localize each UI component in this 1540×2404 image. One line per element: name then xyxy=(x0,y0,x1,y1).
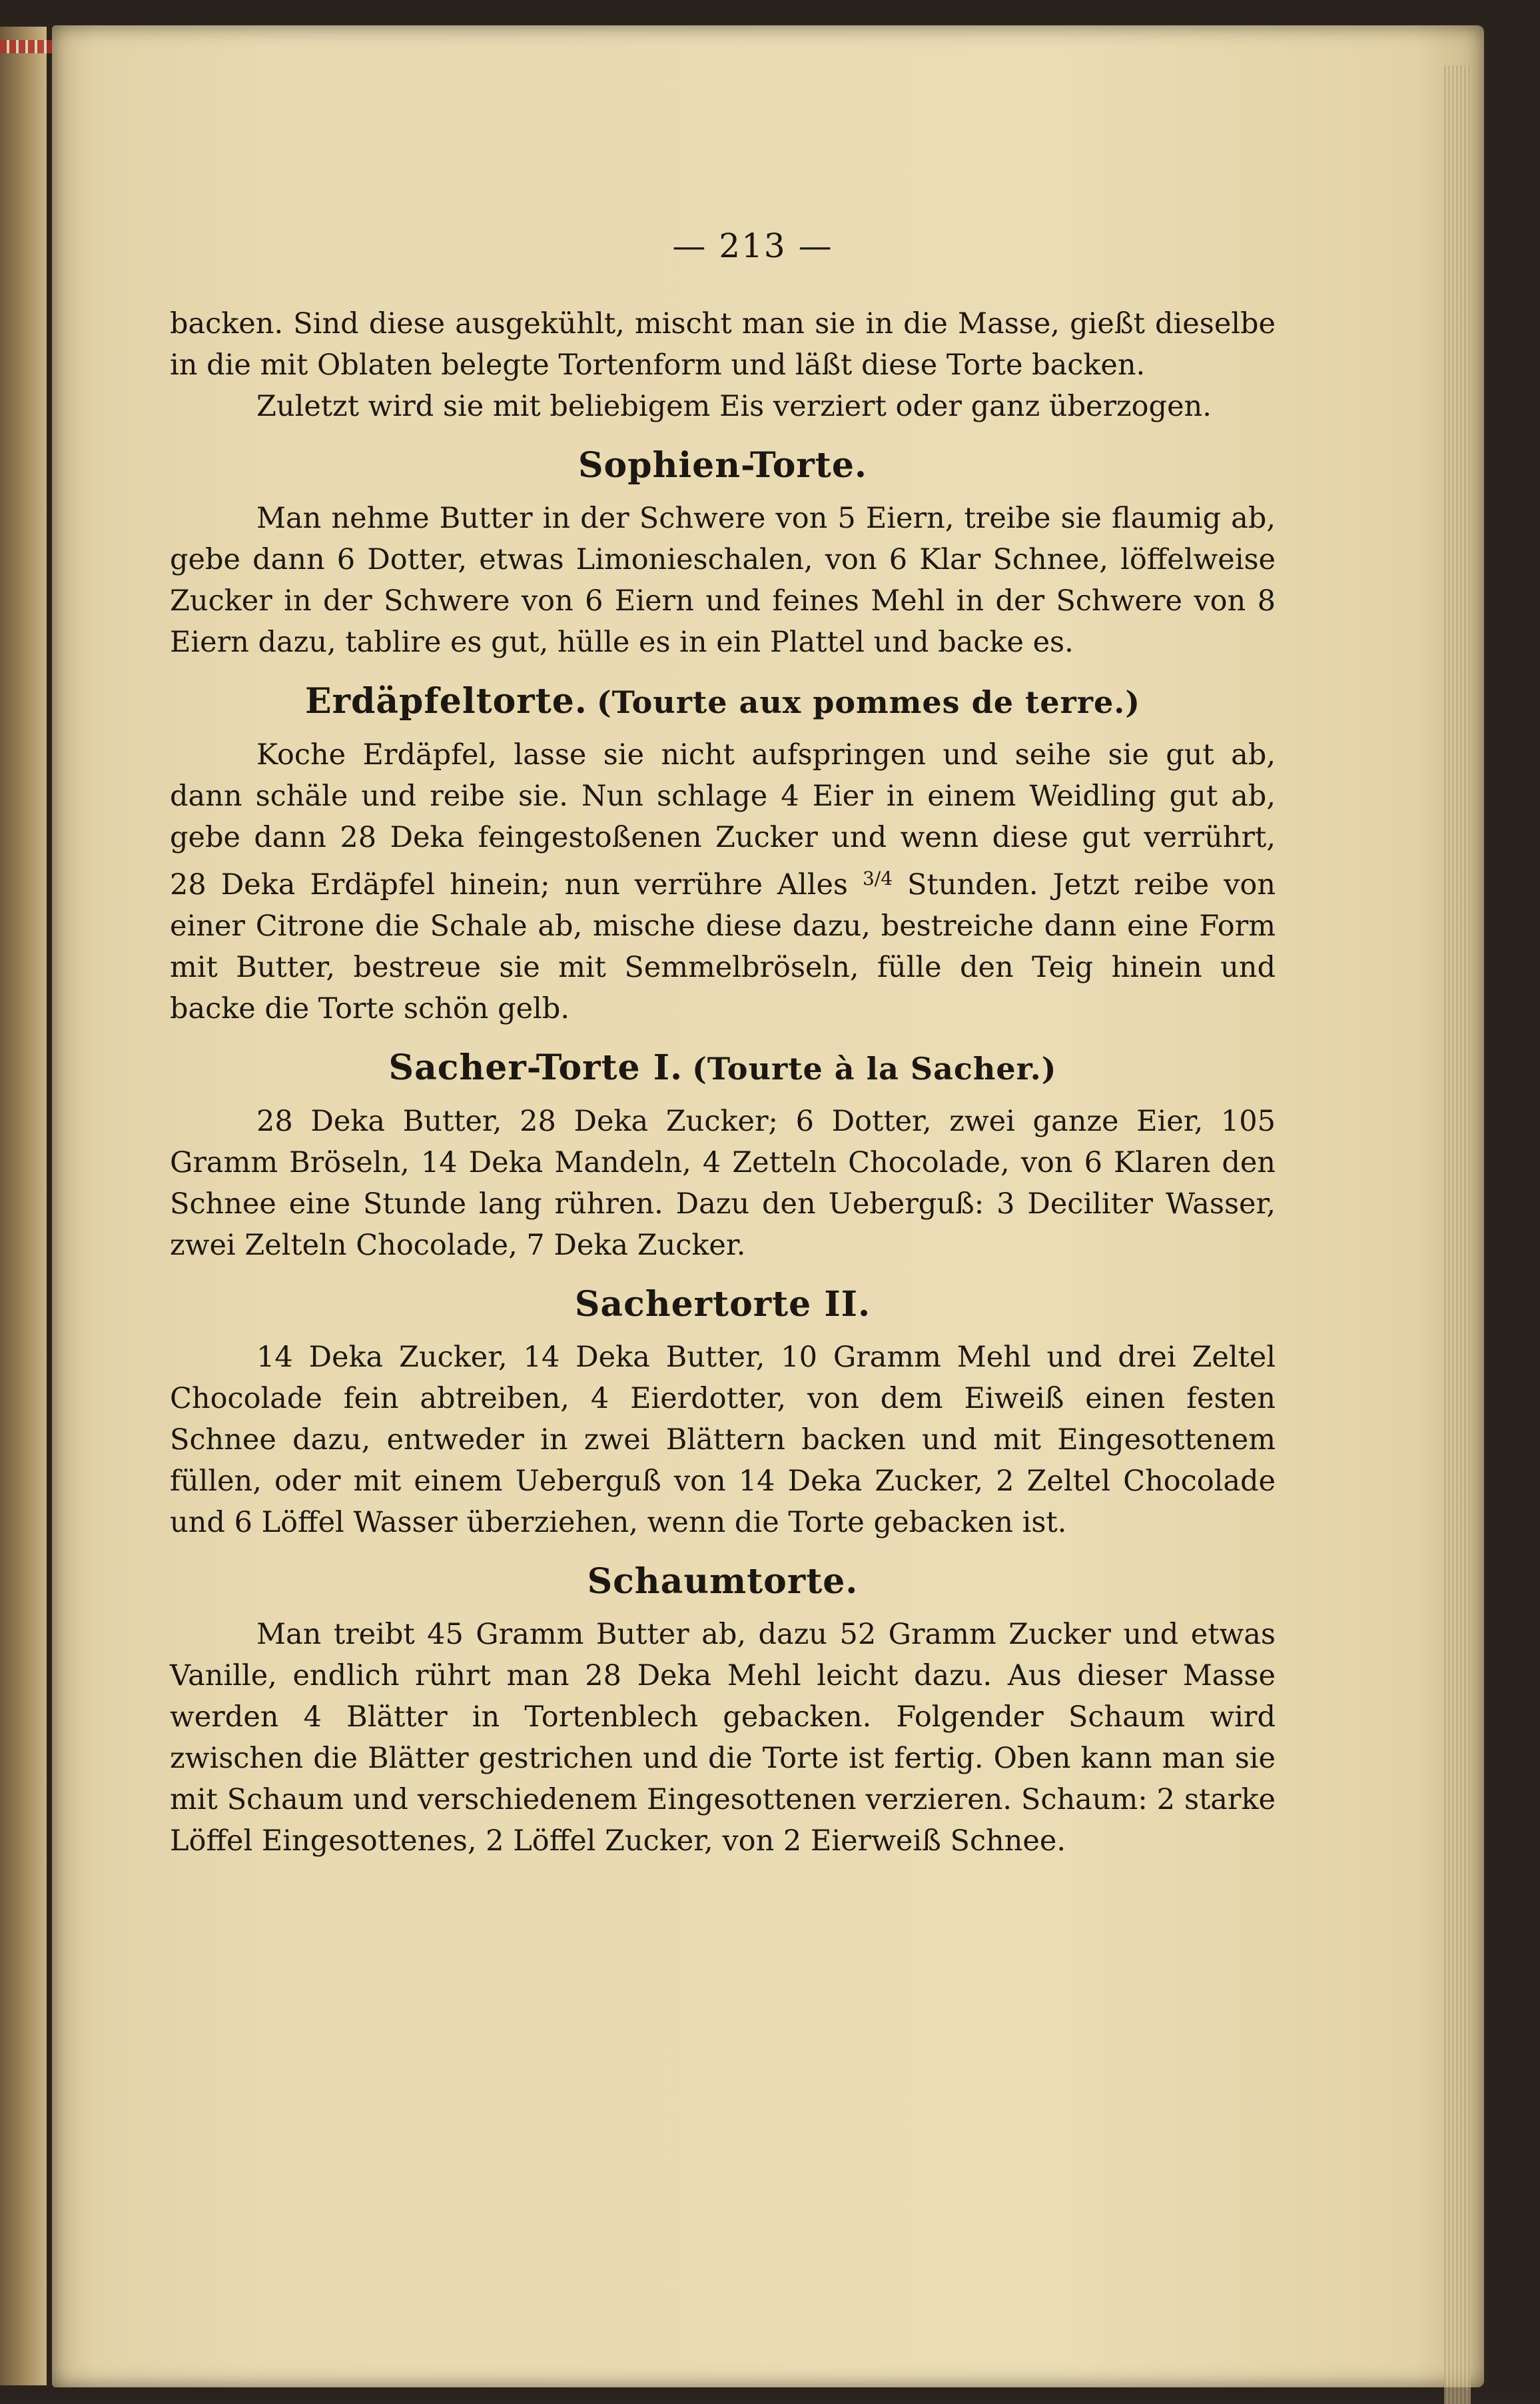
recipe-title xyxy=(170,1281,1276,1329)
recipe-body: 28 Deka Butter, 28 Deka Zucker; 6 Dotter, zwei ganze Eier, 105 Gramm Bröseln, 14 Deka Mandeln, 4 Zetteln Chocolade, von 6 Klaren den Schnee eine Stunde lang rühren. Dazu den Ueberguß: 3 Deciliter Wasser, zwei Zelteln Chocolade, 7 Deka Zucker. xyxy=(170,1105,1276,1262)
page-edges xyxy=(1444,65,1471,2404)
recipe-schaumtorte xyxy=(170,1558,1276,1862)
recipe-body-part-2: Stunden. Jetzt reibe von einer Citrone die Schale ab, mische diese dazu, bestreiche dann eine Form mit Butter, bestreue sie mit Semmelbröseln, fülle den Teig hinein und backe die Torte schön gelb. xyxy=(170,868,1276,1025)
recipe-body: Man treibt 45 Gramm Butter ab, dazu 52 Gramm Zucker und etwas Vanille, endlich rührt man 28 Deka Mehl leicht dazu. Aus dieser Masse werden 4 Blätter in Tortenblech gebacken. Folgender Schaum wird zwischen die Blätter gestrichen und die Torte ist fertig. Oben kann man sie mit Schaum und verschiedenem Eingesottenen verzieren. Schaum: 2 starke Löffel Eingesottenes, 2 Löffel Zucker, von 2 Eierweiß Schnee. xyxy=(170,1618,1276,1858)
recipe-title-text: Schaumtorte. xyxy=(587,1561,859,1602)
fraction: 3/4 xyxy=(862,868,893,890)
recipe-title xyxy=(170,678,1276,726)
recipe-subtitle: (Tourte aux pommes de terre.) xyxy=(596,684,1141,720)
recipe-title-text: Sachertorte II. xyxy=(574,1284,871,1325)
recipe-title xyxy=(170,1044,1276,1093)
page-content xyxy=(170,303,1276,1862)
recipe-sachertorte-2 xyxy=(170,1281,1276,1543)
recipe-sacher-torte-1 xyxy=(170,1044,1276,1266)
page-number: — 213 — xyxy=(672,227,833,265)
intro-paragraph-2: Zuletzt wird sie mit beliebigem Eis verziert oder ganz überzogen. xyxy=(256,390,1212,423)
recipe-title xyxy=(170,1558,1276,1606)
recipe-body: Man nehme Butter in der Schwere von 5 Eiern, treibe sie flaumig ab, gebe dann 6 Dotter, etwas Limonieschalen, von 6 Klar Schnee, löffelweise Zucker in der Schwere von 6 Eiern und feines Mehl in der Schwere von 8 Eiern dazu, tablire es gut, hülle es in ein Plattel und backe es. xyxy=(170,502,1276,659)
recipe-body-part-1: Koche Erdäpfel, lasse sie nicht aufspringen und seihe sie gut ab, dann schäle und reibe sie. Nun schlage 4 Eier in einem Weidling gut ab, gebe dann 28 Deka feingestoßenen Zucker und wenn diese gut verrührt, 28 Deka Erdäpfel hinein; nun verrühre Alles xyxy=(170,738,1276,902)
recipe-title-text: Erdäpfeltorte. xyxy=(304,681,587,722)
recipe-erdaepfeltorte xyxy=(170,678,1276,1029)
recipe-title xyxy=(170,442,1276,490)
recipe-title-text: Sacher-Torte I. xyxy=(388,1047,683,1088)
left-page-edge xyxy=(0,27,47,2385)
recipe-body xyxy=(170,734,1276,1029)
recipe-title-text: Sophien-Torte. xyxy=(578,445,868,486)
recipe-sophien-torte xyxy=(170,442,1276,663)
recipe-subtitle: (Tourte à la Sacher.) xyxy=(692,1051,1057,1087)
recipe-body: 14 Deka Zucker, 14 Deka Butter, 10 Gramm Mehl und drei Zeltel Chocolade fein abtreiben, 4 Eierdotter, von dem Eiweiß einen festen Schnee dazu, entweder in zwei Blättern backen und mit Eingesottenem füllen, oder mit einem Ueberguß von 14 Deka Zucker, 2 Zeltel Chocolade und 6 Löffel Wasser überziehen, wenn die Torte gebacken ist. xyxy=(170,1341,1276,1539)
intro-paragraph: backen. Sind diese ausgekühlt, mischt man sie in die Masse, gießt dieselbe in die mit Oblaten belegte Tortenform und läßt diese Torte backen. xyxy=(170,307,1276,382)
